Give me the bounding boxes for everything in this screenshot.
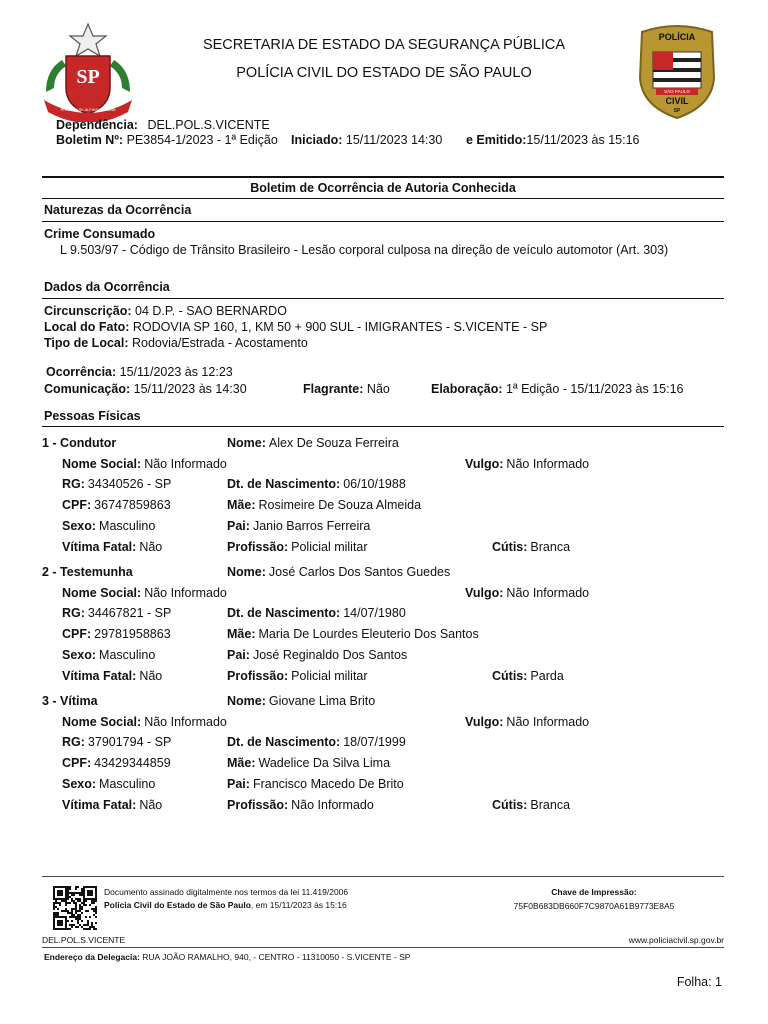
- person-cutis-row: [492, 798, 570, 812]
- elaboracao-value: 1ª Edição - 15/11/2023 às 15:16: [506, 382, 684, 396]
- emitido-value: 15/11/2023 às 15:16: [526, 133, 640, 147]
- divider: [42, 876, 724, 877]
- person-rg-row: [62, 735, 171, 749]
- person-cutis-label: Cútis:: [492, 669, 528, 683]
- comunicacao-label: Comunicação:: [44, 382, 131, 396]
- person-cutis-value: Branca: [530, 798, 571, 812]
- person-nascimento-label: Dt. de Nascimento:: [227, 735, 341, 749]
- signed-text: Documento assinado digitalmente nos termos da lei 11.419/2006: [104, 887, 349, 897]
- comunicacao-row: [44, 382, 247, 396]
- person-vulgo-label: Vulgo:: [465, 457, 504, 471]
- person-rg-label: RG:: [62, 606, 85, 620]
- divider: [42, 298, 724, 299]
- person-vitima-fatal-label: Vítima Fatal:: [62, 540, 137, 554]
- chave-value: 75F0B683DB660F7C9870A61B9773E8A5: [513, 901, 675, 911]
- person-profissao-row: [227, 540, 368, 554]
- person-nascimento-value: 06/10/1988: [343, 477, 406, 491]
- person-role: 3 - Vítima: [42, 694, 98, 708]
- person-rg-value: 34340526 - SP: [87, 477, 172, 491]
- iniciado-value: 15/11/2023 14:30: [345, 133, 443, 147]
- person-rg-label: RG:: [62, 477, 85, 491]
- person-rg-row: [62, 477, 171, 491]
- person-rg-row: [62, 606, 171, 620]
- person-cpf-row: [62, 498, 171, 512]
- person-nome-value: José Carlos Dos Santos Guedes: [268, 565, 451, 579]
- person-nome-row: [227, 436, 399, 450]
- person-vitima-fatal-row: [62, 540, 162, 554]
- tipo-local-label: Tipo de Local:: [44, 336, 129, 350]
- iniciado-row: [291, 133, 442, 147]
- person-vulgo-value: Não Informado: [506, 586, 590, 600]
- person-vitima-fatal-value: Não: [139, 540, 163, 554]
- badge-top-text: POLÍCIA: [658, 32, 696, 42]
- flagrante-label: Flagrante:: [303, 382, 364, 396]
- chave-label: Chave de Impressão:: [551, 887, 637, 897]
- person-pai-row: [227, 519, 370, 533]
- person-vitima-fatal-label: Vítima Fatal:: [62, 798, 137, 812]
- person-sexo-row: [62, 519, 155, 533]
- person-nascimento-value: 18/07/1999: [343, 735, 406, 749]
- person-nome-social-row: [62, 586, 227, 600]
- dependencia-value: DEL.POL.S.VICENTE: [147, 118, 270, 132]
- person-mae-row: [227, 627, 479, 641]
- person-nascimento-value: 14/07/1980: [343, 606, 406, 620]
- signed-line: [104, 900, 347, 910]
- endereco-value: RUA JOÃO RAMALHO, 940, - CENTRO - 11310050 - S.VICENTE - SP: [142, 952, 411, 962]
- circunscricao-label: Circunscrição:: [44, 304, 132, 318]
- badge-bottom-text: CIVIL: [665, 96, 689, 106]
- divider: [42, 947, 724, 948]
- tipo-local-value: Rodovia/Estrada - Acostamento: [131, 336, 308, 350]
- person-vulgo-row: [465, 715, 589, 729]
- person-cutis-label: Cútis:: [492, 798, 528, 812]
- coat-of-arms-text: SP: [76, 66, 100, 88]
- crime-text: L 9.503/97 - Código de Trânsito Brasileiro - Lesão corporal culposa na direção de veículo automotor (Art. 303): [60, 243, 669, 257]
- person-nascimento-label: Dt. de Nascimento:: [227, 606, 341, 620]
- person-rg-value: 37901794 - SP: [87, 735, 172, 749]
- person-nome-social-row: [62, 457, 227, 471]
- person-sexo-label: Sexo:: [62, 648, 97, 662]
- person-nascimento-row: [227, 735, 406, 749]
- person-nome-social-label: Nome Social:: [62, 586, 142, 600]
- person-nome-value: Alex De Souza Ferreira: [268, 436, 399, 450]
- person-role: 2 - Testemunha: [42, 565, 133, 579]
- ocorrencia-value: 15/11/2023 às 12:23: [119, 365, 233, 379]
- person-profissao-row: [227, 798, 374, 812]
- divider: [42, 426, 724, 427]
- footer-delegacia: DEL.POL.S.VICENTE: [42, 935, 126, 945]
- elaboracao-label: Elaboração:: [431, 382, 503, 396]
- divider: [42, 221, 724, 222]
- person-nome-social-value: Não Informado: [144, 457, 227, 471]
- person-nome-social-row: [62, 715, 227, 729]
- person-profissao-value: Não Informado: [291, 798, 374, 812]
- person-cpf-label: CPF:: [62, 756, 92, 770]
- elaboracao-row: [431, 382, 684, 396]
- person-sexo-label: Sexo:: [62, 519, 97, 533]
- person-nome-label: Nome:: [227, 565, 266, 579]
- badge-small-text: SP: [673, 108, 681, 114]
- person-cpf-label: CPF:: [62, 627, 92, 641]
- person-cutis-row: [492, 540, 570, 554]
- boletim-value: PE3854-1/2023 - 1ª Edição: [126, 133, 278, 147]
- dependencia-row: [56, 118, 270, 132]
- footer-site-link[interactable]: www.policiacivil.sp.gov.br: [628, 935, 724, 945]
- dados-heading: Dados da Ocorrência: [44, 280, 170, 294]
- dependencia-label: Dependência:: [56, 118, 138, 132]
- person-vulgo-row: [465, 457, 589, 471]
- person-mae-value: Wadelice Da Silva Lima: [258, 756, 391, 770]
- person-nome-label: Nome:: [227, 436, 266, 450]
- person-mae-label: Mãe:: [227, 756, 256, 770]
- header-line-1: SECRETARIA DE ESTADO DA SEGURANÇA PÚBLICA: [202, 37, 566, 53]
- person-cpf-value: 29781958863: [94, 627, 171, 641]
- person-pai-label: Pai:: [227, 777, 250, 791]
- flagrante-value: Não: [366, 382, 390, 396]
- person-profissao-label: Profissão:: [227, 669, 289, 683]
- person-cutis-row: [492, 669, 564, 683]
- person-cpf-value: 43429344859: [94, 756, 171, 770]
- person-nascimento-row: [227, 606, 406, 620]
- person-vitima-fatal-value: Não: [139, 669, 163, 683]
- person-cpf-row: [62, 756, 171, 770]
- qr-code: [53, 886, 97, 930]
- person-vitima-fatal-value: Não: [139, 798, 163, 812]
- circunscricao-value: 04 D.P. - SAO BERNARDO: [135, 304, 287, 318]
- endereco-row: [44, 952, 410, 962]
- person-sexo-label: Sexo:: [62, 777, 97, 791]
- naturezas-heading: Naturezas da Ocorrência: [44, 203, 192, 217]
- coat-of-arms-motto: PRO BRASILIA FIANT EXIMIA: [60, 107, 116, 112]
- person-nome-label: Nome:: [227, 694, 266, 708]
- person-sexo-value: Masculino: [99, 519, 156, 533]
- person-pai-value: José Reginaldo Dos Santos: [252, 648, 408, 662]
- person-vulgo-label: Vulgo:: [465, 586, 504, 600]
- person-mae-row: [227, 498, 421, 512]
- person-vulgo-value: Não Informado: [506, 715, 590, 729]
- header-line-2: POLÍCIA CIVIL DO ESTADO DE SÃO PAULO: [236, 65, 532, 81]
- person-mae-value: Rosimeire De Souza Almeida: [258, 498, 422, 512]
- pessoas-heading: Pessoas Físicas: [44, 409, 141, 423]
- person-pai-row: [227, 648, 407, 662]
- person-pai-value: Janio Barros Ferreira: [252, 519, 371, 533]
- signed-by: Polícia Civil do Estado de São Paulo: [104, 900, 251, 910]
- person-vulgo-value: Não Informado: [506, 457, 590, 471]
- person-nome-social-label: Nome Social:: [62, 715, 142, 729]
- person-profissao-row: [227, 669, 368, 683]
- person-pai-row: [227, 777, 404, 791]
- person-cpf-label: CPF:: [62, 498, 92, 512]
- local-value: RODOVIA SP 160, 1, KM 50 + 900 SUL - IMIGRANTES - S.VICENTE - SP: [132, 320, 548, 334]
- qr-code-icon: [53, 886, 97, 930]
- page-number: Folha: 1: [676, 975, 722, 989]
- circunscricao-row: [44, 304, 287, 318]
- endereco-label: Endereço da Delegacia:: [44, 952, 140, 962]
- person-vitima-fatal-label: Vítima Fatal:: [62, 669, 137, 683]
- local-row: [44, 320, 547, 334]
- person-cutis-label: Cútis:: [492, 540, 528, 554]
- person-profissao-value: Policial militar: [291, 540, 368, 554]
- police-badge: [636, 22, 718, 120]
- emitido-row: [466, 133, 639, 147]
- tipo-local-row: [44, 336, 308, 350]
- person-vulgo-row: [465, 586, 589, 600]
- badge-ribbon-text: SÃO PAULO: [664, 89, 690, 94]
- boletim-label: Boletim Nº:: [56, 133, 124, 147]
- person-nome-social-value: Não Informado: [144, 715, 227, 729]
- document-title: Boletim de Ocorrência de Autoria Conhecida: [250, 181, 516, 195]
- comunicacao-value: 15/11/2023 às 14:30: [133, 382, 247, 396]
- person-nome-social-label: Nome Social:: [62, 457, 142, 471]
- person-profissao-label: Profissão:: [227, 798, 289, 812]
- person-mae-label: Mãe:: [227, 498, 256, 512]
- local-label: Local do Fato:: [44, 320, 130, 334]
- person-vitima-fatal-row: [62, 669, 162, 683]
- person-rg-value: 34467821 - SP: [87, 606, 172, 620]
- person-role: 1 - Condutor: [42, 436, 117, 450]
- person-mae-value: Maria De Lourdes Eleuterio Dos Santos: [258, 627, 479, 641]
- divider: [42, 176, 724, 178]
- person-pai-label: Pai:: [227, 519, 250, 533]
- person-cpf-value: 36747859863: [94, 498, 171, 512]
- crime-label: Crime Consumado: [44, 227, 156, 241]
- flagrante-row: [303, 382, 390, 396]
- person-cutis-value: Branca: [530, 540, 571, 554]
- person-vitima-fatal-row: [62, 798, 162, 812]
- person-mae-row: [227, 756, 390, 770]
- ocorrencia-label: Ocorrência:: [46, 365, 117, 379]
- iniciado-label: Iniciado:: [291, 133, 343, 147]
- boletim-row: [56, 133, 278, 147]
- person-cutis-value: Parda: [530, 669, 564, 683]
- person-nascimento-label: Dt. de Nascimento:: [227, 477, 341, 491]
- person-pai-value: Francisco Macedo De Brito: [252, 777, 404, 791]
- ocorrencia-row: [46, 365, 233, 379]
- person-profissao-value: Policial militar: [291, 669, 368, 683]
- person-nome-row: [227, 694, 375, 708]
- person-vulgo-label: Vulgo:: [465, 715, 504, 729]
- divider: [42, 198, 724, 199]
- person-nascimento-row: [227, 477, 406, 491]
- person-sexo-row: [62, 777, 155, 791]
- person-rg-label: RG:: [62, 735, 85, 749]
- person-cpf-row: [62, 627, 171, 641]
- person-mae-label: Mãe:: [227, 627, 256, 641]
- person-profissao-label: Profissão:: [227, 540, 289, 554]
- person-nome-social-value: Não Informado: [144, 586, 227, 600]
- person-pai-label: Pai:: [227, 648, 250, 662]
- emitido-label: e Emitido:: [466, 133, 527, 147]
- person-sexo-row: [62, 648, 155, 662]
- person-nome-row: [227, 565, 450, 579]
- person-sexo-value: Masculino: [99, 777, 156, 791]
- person-sexo-value: Masculino: [99, 648, 156, 662]
- signed-when: , em 15/11/2023 às 15:16: [250, 900, 347, 910]
- person-nome-value: Giovane Lima Brito: [268, 694, 376, 708]
